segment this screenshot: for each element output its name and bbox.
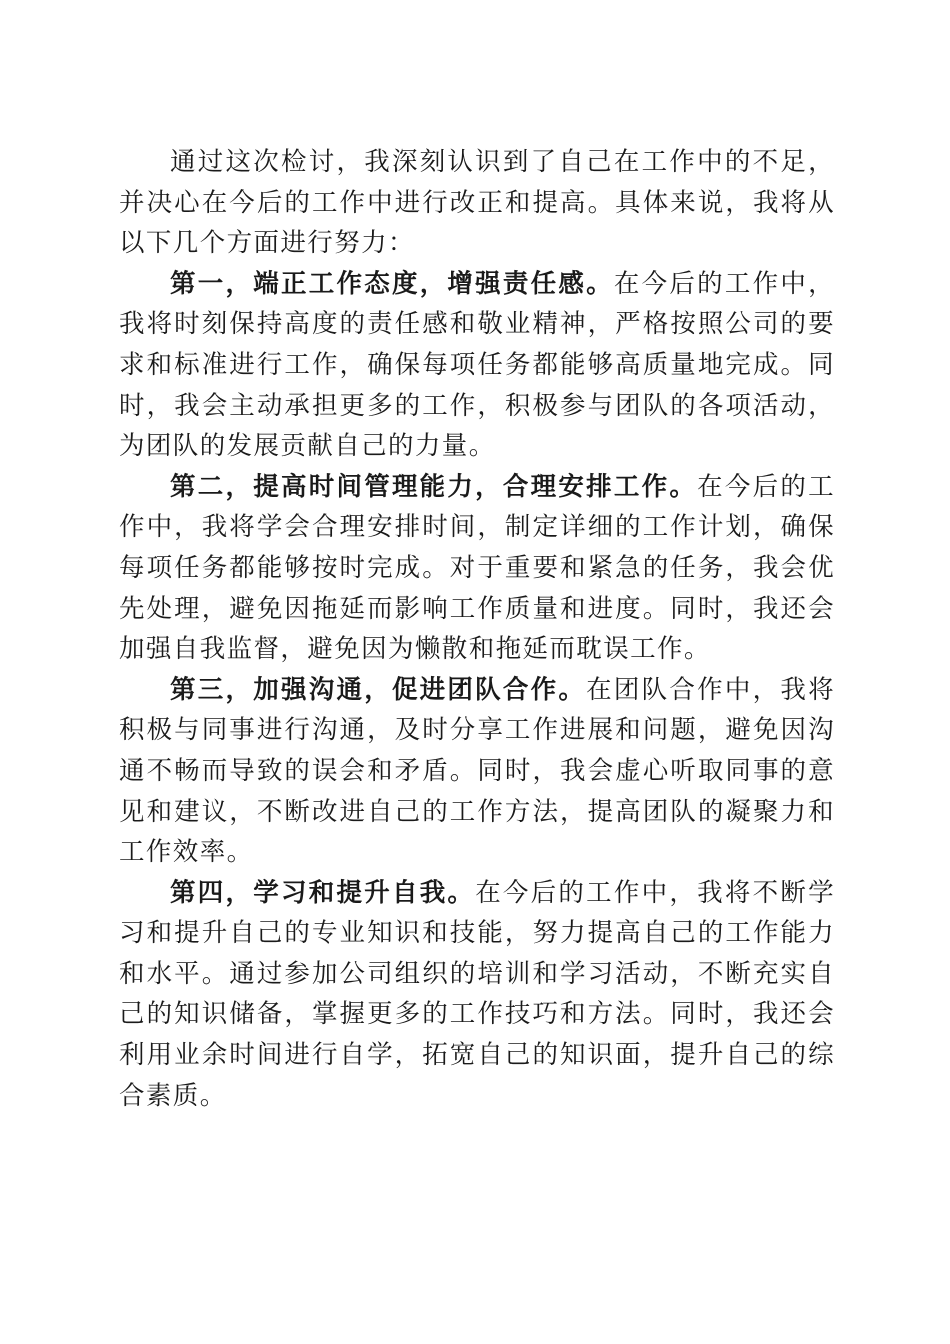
section-paragraph-1 bbox=[119, 264, 835, 467]
intro-paragraph: 通过这次检讨，我深刻认识到了自己在工作中的不足，并决心在今后的工作中进行改正和提高。具体来说，我将从以下几个方面进行努力： bbox=[119, 147, 835, 259]
section-body-1: 在今后的工作中，我将时刻保持高度的责任感和敬业精神，严格按照公司的要求和标准进行工作，确保每项任务都能够高质量地完成。同时，我会主动承担更多的工作，积极参与团队的各项活动，为团队的发展贡献自己的力量。 bbox=[119, 268, 835, 462]
document-page bbox=[119, 142, 835, 1116]
section-body-2: 在今后的工作中，我将学会合理安排时间，制定详细的工作计划，确保每项任务都能够按时完成。对于重要和紧急的任务，我会优先处理，避免因拖延而影响工作质量和进度。同时，我还会加强自我监督，避免因为懒散和拖延而耽误工作。 bbox=[119, 471, 835, 665]
section-paragraph-4 bbox=[119, 873, 835, 1117]
section-paragraph-3 bbox=[119, 670, 835, 873]
section-lead-4: 第四，学习和提升自我。 bbox=[170, 877, 476, 908]
section-lead-2: 第二，提高时间管理能力，合理安排工作。 bbox=[170, 471, 698, 502]
section-body-3: 在团队合作中，我将积极与同事进行沟通，及时分享工作进展和问题，避免因沟通不畅而导致的误会和矛盾。同时，我会虚心听取同事的意见和建议，不断改进自己的工作方法，提高团队的凝聚力和工作效率。 bbox=[119, 674, 835, 868]
section-lead-3: 第三，加强沟通，促进团队合作。 bbox=[170, 674, 587, 705]
section-paragraph-2 bbox=[119, 467, 835, 670]
section-lead-1: 第一，端正工作态度，增强责任感。 bbox=[170, 268, 614, 299]
section-body-4: 在今后的工作中，我将不断学习和提升自己的专业知识和技能，努力提高自己的工作能力和水平。通过参加公司组织的培训和学习活动，不断充实自己的知识储备，掌握更多的工作技巧和方法。同时，我还会利用业余时间进行自学，拓宽自己的知识面，提升自己的综合素质。 bbox=[119, 877, 836, 1111]
